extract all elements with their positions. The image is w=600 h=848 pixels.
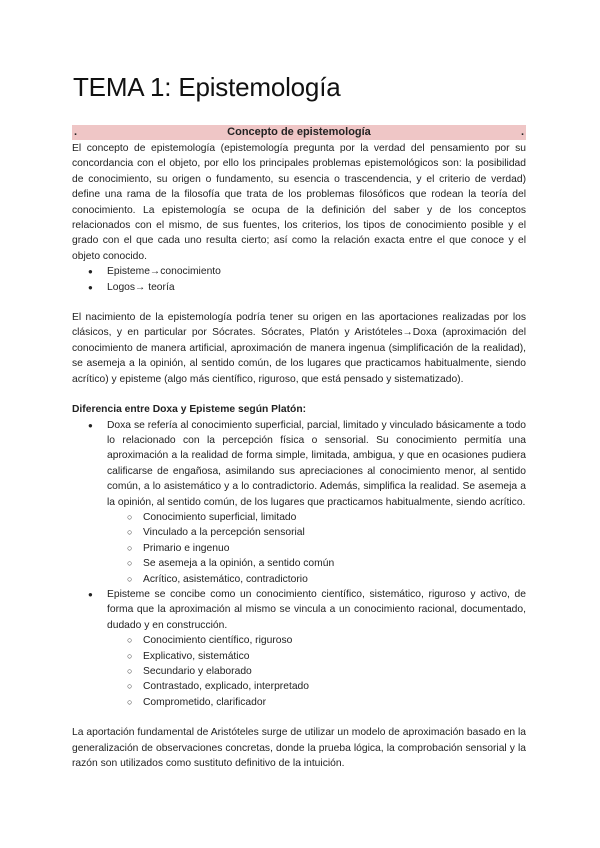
episteme-item (107, 587, 526, 710)
origin-paragraph: El nacimiento de la epistemología podría tener su origen en las aportaciones realizadas por los clásicos, y en particular por Sócrates. Sócrates, Platón y Aristóteles→Doxa (aproximación del conocimiento de manera artificial, aproximación de manera ingenua (simplificación de la realidad), se asemeja a la opinión, al sentido común, de los lugares que practicamos habitualmente, siendo acrítico) y episteme (algo más científico, riguroso, que está pensado y sistematizado). (72, 312, 526, 385)
section-title: Concepto de epistemología (227, 126, 371, 138)
difference-list (72, 418, 526, 711)
doxa-sublist (107, 510, 526, 587)
section-dot-right: . (520, 126, 524, 138)
section-heading-bar (72, 125, 526, 140)
etymology-item: ● Logos→ teoría (107, 280, 526, 295)
difference-heading: Diferencia entre Doxa y Episteme según Platón: (72, 404, 307, 416)
episteme-subitem: ○ Comprometido, clarificador (143, 695, 526, 710)
doxa-item (107, 418, 526, 587)
doxa-subitem: ○ Vinculado a la percepción sensorial (143, 525, 526, 540)
episteme-subitem: ○ Conocimiento científico, riguroso (143, 633, 526, 648)
doxa-subitem: ○ Acrítico, asistemático, contradictorio (143, 572, 526, 587)
episteme-subitem: ○ Contrastado, explicado, interpretado (143, 679, 526, 694)
doxa-subitem: ○ Se asemeja a la opinión, a sentido común (143, 556, 526, 571)
episteme-text: Episteme se concibe como un conocimiento científico, sistemático, riguroso y activo, de forma que la aproximación al mismo se vincula a un conocimiento racional, documentado, dudado y en construcción. (107, 588, 526, 631)
document-body (72, 141, 526, 771)
aristotle-paragraph: La aportación fundamental de Aristóteles surge de utilizar un modelo de aproximación basado en la generalización de observaciones concretas, donde la prueba lógica, la comprobación sensorial y la razón son utilizados como sustituto definitivo de la intuición. (72, 727, 526, 770)
section-dot-left: . (74, 126, 78, 138)
etymology-item: ● Episteme→conocimiento (107, 264, 526, 279)
doxa-subitem: ○ Conocimiento superficial, limitado (143, 510, 526, 525)
page-title: TEMA 1: Epistemología (73, 72, 341, 102)
episteme-subitem: ○ Secundario y elaborado (143, 664, 526, 679)
doxa-text: Doxa se refería al conocimiento superficial, parcial, limitado y vinculado básicamente a todo lo relacionado con la percepción física o sensorial. Su conocimiento permitía una aproximación a la realidad de forma simple, limitada, ambigua, y que en ocasiones pudiera calificarse de engañosa, asimilando sus apreciaciones al conocimiento menor, al sentido común, a lo asistemático y a lo contradictorio. Además, simplifica la realidad. Se asemeja a la opinión, al sentido común, de los lugares que practicamos habitualmente, siendo acrítico. (107, 419, 526, 508)
doxa-subitem: ○ Primario e ingenuo (143, 541, 526, 556)
episteme-sublist (107, 633, 526, 710)
intro-paragraph: El concepto de epistemología (epistemología pregunta por la verdad del pensamiento por su concordancia con el objeto, por ello los principales problemas epistemológicos son: la posibilidad de conocimiento, su origen o fundamento, su esencia o trascendencia, y el criterio de verdad) define una rama de la filosofía que trata de los problemas filosóficos que rodean la teoría del conocimiento. La epistemología se ocupa de la definición del saber y de los conceptos relacionados con el mismo, de sus fuentes, los criterios, los tipos de conocimiento posible y el grado con el que cada uno resulta cierto; así como la relación exacta entre el que conoce y el objeto conocido. (72, 143, 526, 262)
episteme-subitem: ○ Explicativo, sistemático (143, 649, 526, 664)
etymology-list (72, 264, 526, 295)
